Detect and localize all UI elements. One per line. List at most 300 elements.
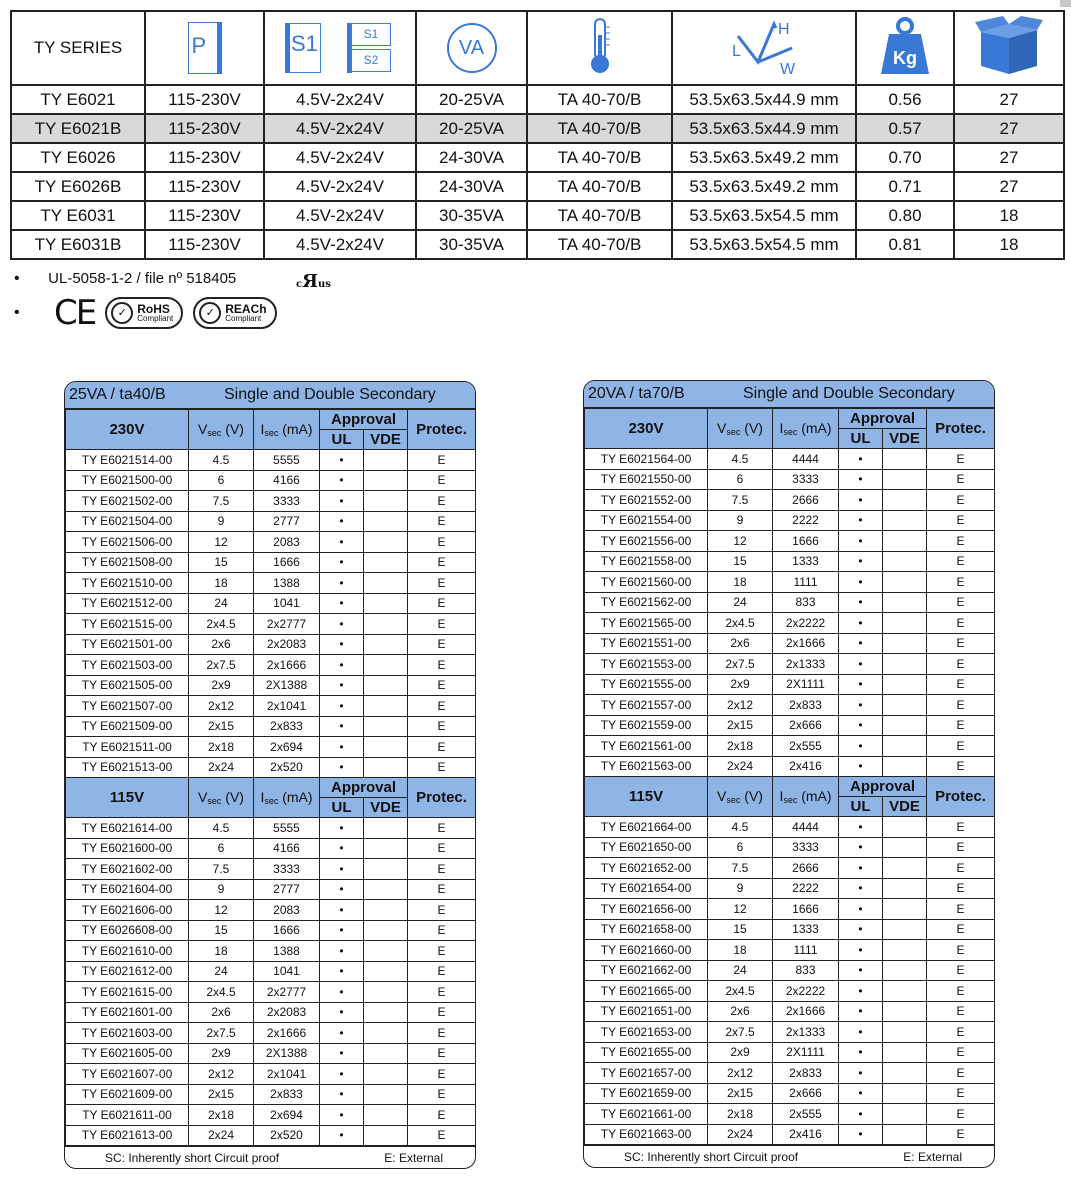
ul-approval-cell: •	[320, 1125, 364, 1146]
ul-approval-cell: •	[839, 592, 883, 613]
isec-cell: 2083	[254, 900, 320, 921]
spec-row	[585, 1063, 995, 1084]
vde-approval-cell	[364, 1064, 408, 1085]
vde-approval-cell	[364, 1023, 408, 1044]
dimensions-cell: 53.5x63.5x54.5 mm	[672, 201, 856, 230]
group-header	[66, 410, 476, 430]
vde-approval-cell	[364, 982, 408, 1003]
spec-row	[66, 675, 476, 696]
protection-cell: E	[927, 756, 995, 777]
weight-icon	[877, 16, 933, 76]
ul-approval-cell: •	[839, 940, 883, 961]
weight-cell: 0.71	[856, 172, 954, 201]
protection-cell: E	[408, 593, 476, 614]
approval-header: Approval	[839, 777, 927, 797]
spec-row	[66, 757, 476, 778]
vde-approval-cell	[883, 1001, 927, 1022]
power-cell: 20-25VA	[416, 85, 527, 114]
vsec-cell: 6	[189, 470, 254, 491]
primary-voltage-cell: 115-230V	[145, 201, 264, 230]
protection-cell: E	[408, 450, 476, 471]
vde-approval-cell	[883, 633, 927, 654]
vsec-cell: 2x12	[708, 1063, 773, 1084]
protection-cell: E	[408, 1105, 476, 1126]
isec-cell: 2222	[773, 510, 839, 531]
ul-approval-cell: •	[320, 450, 364, 471]
ul-approval-cell: •	[839, 449, 883, 470]
ul-approval-cell: •	[839, 490, 883, 511]
isec-cell: 2x416	[773, 1124, 839, 1145]
part-number-cell: TY E6021600-00	[66, 838, 189, 859]
model-cell: TY E6026B	[11, 172, 145, 201]
vsec-cell: 2x6	[189, 1002, 254, 1023]
spec-row	[66, 470, 476, 491]
svg-text:Kg: Kg	[893, 47, 917, 68]
part-number-cell: TY E6021557-00	[585, 695, 708, 716]
ul-header: UL	[839, 797, 883, 817]
weight-cell: 0.81	[856, 230, 954, 259]
part-number-cell: TY E6021610-00	[66, 941, 189, 962]
spec-row	[66, 1023, 476, 1044]
protection-cell: E	[408, 1084, 476, 1105]
isec-cell: 1041	[254, 961, 320, 982]
vde-approval-cell	[883, 858, 927, 879]
dimensions-cell: 53.5x63.5x44.9 mm	[672, 85, 856, 114]
dimensions-cell: 53.5x63.5x49.2 mm	[672, 172, 856, 201]
vsec-cell: 18	[708, 940, 773, 961]
approval-header: Approval	[320, 410, 408, 430]
vde-approval-cell	[364, 1105, 408, 1126]
vsec-cell: 6	[189, 838, 254, 859]
ul-approval-cell: •	[320, 941, 364, 962]
isec-cell: 2x694	[254, 1105, 320, 1126]
vde-header: VDE	[883, 797, 927, 817]
spec-row	[66, 552, 476, 573]
spec-row	[66, 838, 476, 859]
spec-row	[66, 737, 476, 758]
secondary-voltage-cell: 4.5V-2x24V	[264, 114, 416, 143]
vsec-cell: 18	[189, 941, 254, 962]
part-number-cell: TY E6021606-00	[66, 900, 189, 921]
ul-logo: cЯus	[296, 271, 331, 292]
vde-approval-cell	[883, 469, 927, 490]
part-number-cell: TY E6021504-00	[66, 511, 189, 532]
spec-row	[585, 756, 995, 777]
part-number-cell: TY E6021658-00	[585, 919, 708, 940]
ul-approval-cell: •	[320, 1002, 364, 1023]
protection-cell: E	[408, 1125, 476, 1146]
part-number-cell: TY E6021558-00	[585, 551, 708, 572]
part-number-cell: TY E6021550-00	[585, 469, 708, 490]
vsec-cell: 24	[708, 592, 773, 613]
ul-approval-cell: •	[320, 1105, 364, 1126]
vsec-cell: 2x6	[708, 1001, 773, 1022]
isec-cell: 2x1666	[254, 655, 320, 676]
spec-row	[66, 818, 476, 839]
isec-cell: 3333	[254, 491, 320, 512]
vde-approval-cell	[883, 1124, 927, 1145]
ul-approval-cell: •	[839, 531, 883, 552]
protection-header: Protec.	[927, 777, 995, 817]
spec-row	[585, 899, 995, 920]
isec-cell: 2x1666	[773, 1001, 839, 1022]
vde-approval-cell	[883, 817, 927, 838]
vde-approval-cell	[364, 491, 408, 512]
vsec-cell: 2x4.5	[189, 982, 254, 1003]
protection-cell: E	[927, 940, 995, 961]
vde-approval-cell	[364, 818, 408, 839]
isec-cell: 4166	[254, 470, 320, 491]
isec-cell: 1666	[773, 899, 839, 920]
weight-cell: 0.57	[856, 114, 954, 143]
isec-cell: 3333	[254, 859, 320, 880]
secondary-voltage-header	[264, 11, 416, 85]
ul-approval-cell: •	[320, 614, 364, 635]
spec-row	[585, 736, 995, 757]
spec-row	[585, 715, 995, 736]
vde-approval-cell	[883, 551, 927, 572]
box-header	[954, 11, 1064, 85]
vsec-cell: 7.5	[708, 490, 773, 511]
part-number-cell: TY E6021552-00	[585, 490, 708, 511]
protection-header: Protec.	[927, 409, 995, 449]
vsec-cell: 9	[708, 510, 773, 531]
protection-cell: E	[927, 715, 995, 736]
part-number-cell: TY E6021661-00	[585, 1104, 708, 1125]
vsec-cell: 2x9	[708, 1042, 773, 1063]
vde-approval-cell	[883, 572, 927, 593]
footer-sc-note: SC: Inherently short Circuit proof	[105, 1150, 280, 1165]
ul-approval-cell: •	[839, 919, 883, 940]
part-number-cell: TY E6021511-00	[66, 737, 189, 758]
vde-header: VDE	[364, 798, 408, 818]
vsec-cell: 2x6	[189, 634, 254, 655]
part-number-cell: TY E6021612-00	[66, 961, 189, 982]
part-number-cell: TY E6021560-00	[585, 572, 708, 593]
part-number-cell: TY E6021609-00	[66, 1084, 189, 1105]
ul-approval-cell: •	[320, 470, 364, 491]
protection-cell: E	[408, 818, 476, 839]
ul-approval-cell: •	[320, 593, 364, 614]
summary-row	[11, 172, 1064, 201]
ul-approval-cell: •	[320, 879, 364, 900]
vde-approval-cell	[364, 859, 408, 880]
temperature-class-cell: TA 40-70/B	[527, 172, 672, 201]
part-number-cell: TY E6021502-00	[66, 491, 189, 512]
spec-row	[585, 1042, 995, 1063]
vsec-cell: 15	[189, 552, 254, 573]
protection-cell: E	[927, 858, 995, 879]
summary-row	[11, 230, 1064, 259]
summary-row	[11, 114, 1064, 143]
part-number-cell: TY E6021510-00	[66, 573, 189, 594]
temperature-class-cell: TA 40-70/B	[527, 230, 672, 259]
vsec-cell: 6	[708, 469, 773, 490]
part-number-cell: TY E6021605-00	[66, 1043, 189, 1064]
panel-footer	[584, 1145, 994, 1167]
spec-row	[66, 859, 476, 880]
vsec-cell: 2x24	[708, 756, 773, 777]
spec-row	[66, 655, 476, 676]
spec-row	[585, 633, 995, 654]
vsec-cell: 4.5	[189, 818, 254, 839]
spec-row	[585, 1124, 995, 1145]
isec-cell: 2x666	[773, 715, 839, 736]
spec-row	[585, 551, 995, 572]
spec-row	[585, 510, 995, 531]
vde-approval-cell	[883, 837, 927, 858]
panel-title: 20VA / ta70/B	[588, 385, 685, 402]
isec-cell: 833	[773, 592, 839, 613]
ul-approval-cell: •	[320, 757, 364, 778]
spec-row	[585, 674, 995, 695]
protection-cell: E	[408, 1064, 476, 1085]
protection-cell: E	[927, 736, 995, 757]
ul-approval-cell: •	[320, 838, 364, 859]
protection-cell: E	[927, 1022, 995, 1043]
panel-title: 25VA / ta40/B	[69, 386, 166, 403]
vsec-cell: 9	[189, 879, 254, 900]
rohs-badge: ✓ RoHS Compliant	[105, 297, 183, 329]
part-number-cell: TY E6021607-00	[66, 1064, 189, 1085]
ul-approval-cell: •	[320, 511, 364, 532]
primary-voltage-cell: 115-230V	[145, 172, 264, 201]
part-number-cell: TY E6021657-00	[585, 1063, 708, 1084]
ul-approval-cell: •	[839, 1104, 883, 1125]
spec-row	[585, 695, 995, 716]
vde-approval-cell	[364, 696, 408, 717]
primary-voltage-cell: 115-230V	[145, 143, 264, 172]
part-number-cell: TY E6021508-00	[66, 552, 189, 573]
protection-cell: E	[927, 960, 995, 981]
protection-cell: E	[408, 634, 476, 655]
part-number-cell: TY E6021555-00	[585, 674, 708, 695]
ul-header: UL	[320, 430, 364, 450]
vsec-cell: 24	[189, 961, 254, 982]
isec-cell: 2x833	[254, 716, 320, 737]
ul-approval-cell: •	[320, 696, 364, 717]
isec-cell: 3333	[773, 469, 839, 490]
vsec-cell: 12	[708, 899, 773, 920]
vde-approval-cell	[883, 510, 927, 531]
ul-approval-cell: •	[839, 654, 883, 675]
footer-e-note: E: External	[384, 1150, 443, 1165]
series-summary-table	[10, 10, 1065, 260]
spec-row	[585, 940, 995, 961]
ul-certification-note: • UL-5058-1-2 / file nº 518405	[14, 270, 237, 287]
vsec-cell: 2x15	[708, 715, 773, 736]
part-number-cell: TY E6021654-00	[585, 878, 708, 899]
ul-approval-cell: •	[839, 1124, 883, 1145]
vsec-cell: 2x7.5	[189, 1023, 254, 1044]
ul-approval-cell: •	[320, 1064, 364, 1085]
secondary-voltage-cell: 4.5V-2x24V	[264, 230, 416, 259]
protection-cell: E	[408, 737, 476, 758]
isec-cell: 4444	[773, 817, 839, 838]
spec-row	[585, 960, 995, 981]
part-number-cell: TY E6021565-00	[585, 613, 708, 634]
isec-cell: 1666	[254, 552, 320, 573]
vde-approval-cell	[364, 838, 408, 859]
isec-cell: 2x1333	[773, 1022, 839, 1043]
vde-approval-cell	[364, 900, 408, 921]
power-cell: 24-30VA	[416, 143, 527, 172]
vde-approval-cell	[364, 532, 408, 553]
svg-text:H: H	[778, 20, 790, 38]
protection-cell: E	[927, 510, 995, 531]
part-number-cell: TY E6021505-00	[66, 675, 189, 696]
part-number-cell: TY E6021562-00	[585, 592, 708, 613]
isec-header: $I_{sec}$ (mA)	[254, 778, 320, 818]
ul-approval-cell: •	[839, 817, 883, 838]
isec-cell: 2x1333	[773, 654, 839, 675]
isec-cell: 2x2222	[773, 613, 839, 634]
isec-cell: 2x520	[254, 1125, 320, 1146]
vde-approval-cell	[364, 941, 408, 962]
vde-header: VDE	[883, 429, 927, 449]
isec-cell: 2X1111	[773, 1042, 839, 1063]
vde-approval-cell	[364, 614, 408, 635]
vde-approval-cell	[883, 531, 927, 552]
protection-cell: E	[408, 552, 476, 573]
vde-approval-cell	[883, 1022, 927, 1043]
box-quantity-cell: 18	[954, 230, 1064, 259]
isec-cell: 2x2222	[773, 981, 839, 1002]
part-number-cell: TY E6021506-00	[66, 532, 189, 553]
vde-approval-cell	[364, 634, 408, 655]
isec-cell: 5555	[254, 818, 320, 839]
spec-row	[66, 450, 476, 471]
isec-cell: 1111	[773, 572, 839, 593]
dimensions-header	[672, 11, 856, 85]
ul-approval-cell: •	[839, 736, 883, 757]
vsec-cell: 9	[708, 878, 773, 899]
isec-cell: 1111	[773, 940, 839, 961]
vsec-cell: 15	[708, 551, 773, 572]
protection-cell: E	[408, 859, 476, 880]
vsec-cell: 4.5	[708, 449, 773, 470]
spec-row	[66, 982, 476, 1003]
protection-cell: E	[927, 1042, 995, 1063]
ul-approval-cell: •	[839, 551, 883, 572]
vsec-cell: 12	[189, 900, 254, 921]
vsec-cell: 2x18	[708, 1104, 773, 1125]
protection-cell: E	[927, 981, 995, 1002]
temperature-class-cell: TA 40-70/B	[527, 143, 672, 172]
ul-approval-cell: •	[320, 716, 364, 737]
spec-row	[66, 1064, 476, 1085]
weight-header	[856, 11, 954, 85]
vde-approval-cell	[364, 675, 408, 696]
ul-approval-cell: •	[320, 859, 364, 880]
vsec-cell: 2x7.5	[189, 655, 254, 676]
model-cell: TY E6026	[11, 143, 145, 172]
ul-approval-cell: •	[839, 858, 883, 879]
protection-cell: E	[927, 490, 995, 511]
part-number-cell: TY E6021500-00	[66, 470, 189, 491]
part-number-cell: TY E6021614-00	[66, 818, 189, 839]
ul-approval-cell: •	[839, 837, 883, 858]
spec-row	[585, 858, 995, 879]
protection-cell: E	[408, 655, 476, 676]
vde-approval-cell	[883, 674, 927, 695]
ul-approval-cell: •	[320, 1043, 364, 1064]
isec-cell: 2666	[773, 490, 839, 511]
vsec-cell: 7.5	[708, 858, 773, 879]
protection-cell: E	[408, 491, 476, 512]
ul-approval-cell: •	[839, 695, 883, 716]
isec-cell: 2x1041	[254, 1064, 320, 1085]
vsec-cell: 24	[189, 593, 254, 614]
thermometer-icon	[585, 17, 615, 75]
vde-approval-cell	[364, 757, 408, 778]
part-number-cell: TY E6021512-00	[66, 593, 189, 614]
vsec-cell: 12	[189, 532, 254, 553]
vsec-cell: 2x15	[189, 1084, 254, 1105]
isec-cell: 2x833	[773, 695, 839, 716]
protection-cell: E	[927, 469, 995, 490]
part-number-cell: TY E6021513-00	[66, 757, 189, 778]
vde-approval-cell	[883, 715, 927, 736]
weight-cell: 0.80	[856, 201, 954, 230]
ul-approval-cell: •	[320, 900, 364, 921]
isec-cell: 2x1666	[773, 633, 839, 654]
part-number-cell: TY E6021653-00	[585, 1022, 708, 1043]
protection-cell: E	[927, 633, 995, 654]
compliance-marks: • CE ✓ RoHS Compliant ✓ REACh Compliant	[14, 293, 277, 333]
spec-row	[66, 1105, 476, 1126]
part-number-cell: TY E6021515-00	[66, 614, 189, 635]
isec-cell: 2x833	[254, 1084, 320, 1105]
spec-row	[585, 572, 995, 593]
ul-approval-cell: •	[839, 572, 883, 593]
protection-cell: E	[927, 1001, 995, 1022]
dimensions-cell: 53.5x63.5x49.2 mm	[672, 143, 856, 172]
isec-cell: 1041	[254, 593, 320, 614]
spec-row	[585, 1022, 995, 1043]
dimensions-cell: 53.5x63.5x44.9 mm	[672, 114, 856, 143]
part-number-cell: TY E6021652-00	[585, 858, 708, 879]
vsec-cell: 2x7.5	[708, 1022, 773, 1043]
protection-cell: E	[927, 919, 995, 940]
isec-cell: 1666	[773, 531, 839, 552]
vde-approval-cell	[883, 940, 927, 961]
protection-cell: E	[408, 920, 476, 941]
scrollbar-thumb[interactable]	[1060, 0, 1071, 7]
part-number-cell: TY E6026608-00	[66, 920, 189, 941]
summary-row	[11, 143, 1064, 172]
vsec-cell: 2x9	[189, 675, 254, 696]
protection-cell: E	[408, 941, 476, 962]
spec-row	[66, 716, 476, 737]
vsec-cell: 18	[189, 573, 254, 594]
spec-row	[66, 1002, 476, 1023]
protection-cell: E	[408, 696, 476, 717]
ul-approval-cell: •	[320, 1023, 364, 1044]
summary-row	[11, 85, 1064, 114]
isec-header: $I_{sec}$ (mA)	[254, 410, 320, 450]
spec-row	[66, 491, 476, 512]
protection-cell: E	[927, 899, 995, 920]
vde-approval-cell	[364, 655, 408, 676]
spec-row	[585, 449, 995, 470]
spec-row	[585, 613, 995, 634]
vsec-cell: 15	[189, 920, 254, 941]
ul-approval-cell: •	[320, 552, 364, 573]
part-number-cell: TY E6021611-00	[66, 1105, 189, 1126]
vsec-cell: 2x4.5	[189, 614, 254, 635]
part-number-cell: TY E6021615-00	[66, 982, 189, 1003]
